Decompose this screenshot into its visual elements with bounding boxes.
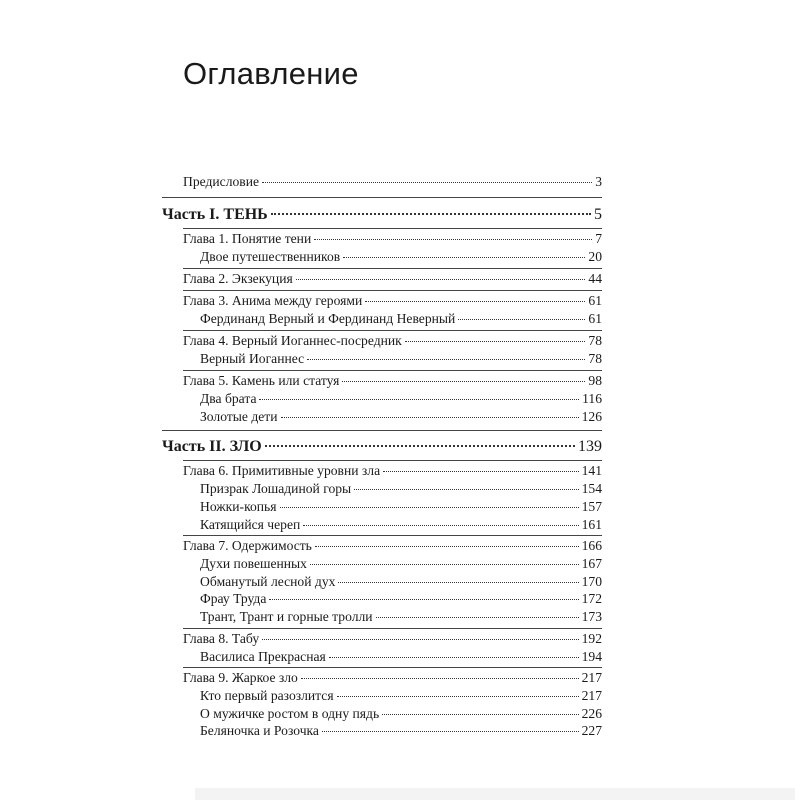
- toc-entry-label: Василиса Прекрасная: [200, 649, 326, 664]
- toc-entry-page: 116: [582, 391, 602, 406]
- toc-entry-page: 170: [581, 574, 602, 589]
- toc-entry-page: 173: [581, 609, 602, 624]
- toc-subsection: [200, 248, 602, 266]
- toc-entry-page: 167: [581, 556, 602, 571]
- dot-leader: [343, 257, 585, 258]
- dot-leader: [280, 507, 579, 508]
- dot-leader: [269, 599, 578, 600]
- part-divider: [162, 430, 602, 431]
- toc-entry-page: 217: [581, 688, 602, 703]
- toc-entry-label: Фердинанд Верный и Фердинанд Неверный: [200, 311, 456, 326]
- dot-leader: [314, 239, 592, 240]
- toc-entry-label: Ножки-копья: [200, 499, 277, 514]
- toc-entry-page: 126: [581, 409, 602, 424]
- toc-entry-label: Трант, Трант и горные тролли: [200, 609, 373, 624]
- section-divider: [183, 370, 602, 371]
- toc-chapter: [183, 332, 602, 350]
- toc-chapter: [183, 669, 602, 687]
- toc-entry-label: Глава 2. Экзекуция: [183, 271, 293, 286]
- toc-subsection: [200, 687, 602, 705]
- dot-leader: [262, 182, 592, 183]
- toc-entry-page: 3: [595, 174, 602, 189]
- section-divider: [183, 628, 602, 629]
- section-divider: [183, 290, 602, 291]
- toc-subsection: [200, 705, 602, 723]
- toc-entry-page: 217: [581, 670, 602, 685]
- toc-entry-label: Глава 8. Табу: [183, 631, 260, 646]
- toc-entry-label: Кто первый разозлится: [200, 688, 334, 703]
- toc-part-label: Часть II. ЗЛО: [162, 438, 262, 455]
- toc-entry-page: 44: [588, 271, 602, 286]
- toc-entry-label: Глава 3. Анима между героями: [183, 293, 363, 308]
- toc-entry-page: 172: [581, 591, 602, 606]
- toc-entry-label: Обманутый лесной дух: [200, 574, 336, 589]
- dot-leader: [271, 213, 591, 215]
- toc-entry-label: Беляночка и Розочка: [200, 723, 319, 738]
- toc-chapter: [183, 630, 602, 648]
- toc-entry-label: Глава 7. Одержимость: [183, 538, 312, 553]
- dot-leader: [296, 279, 586, 280]
- toc-entry-label: О мужичке ростом в одну пядь: [200, 706, 380, 721]
- toc-subsection: [200, 608, 602, 626]
- toc-subsection: [200, 390, 602, 408]
- toc-entry-label: Глава 6. Примитивные уровни зла: [183, 463, 381, 478]
- toc-entry-preface: [183, 173, 602, 191]
- toc-entry-page: 20: [588, 249, 602, 264]
- toc-entry-label: Двое путешественников: [200, 249, 341, 264]
- toc-subsection: [200, 498, 602, 516]
- toc-entry-label: Предисловие: [183, 174, 260, 189]
- page-title: Оглавление: [183, 56, 359, 91]
- toc-subsection: [200, 590, 602, 608]
- dot-leader: [303, 525, 578, 526]
- dot-leader: [265, 445, 575, 447]
- toc-entry-page: 226: [581, 706, 602, 721]
- dot-leader: [307, 359, 585, 360]
- dot-leader: [301, 678, 579, 679]
- toc-entry-page: 227: [581, 723, 602, 738]
- toc-entry-page: 157: [581, 499, 602, 514]
- toc-subsection: [200, 516, 602, 534]
- toc-entry-page: 194: [581, 649, 602, 664]
- toc-chapter: [183, 372, 602, 390]
- toc-chapter: [183, 537, 602, 555]
- toc-part-1: [162, 205, 602, 225]
- toc-chapter: [183, 230, 602, 248]
- toc-subsection: [200, 480, 602, 498]
- toc-entry-page: 98: [588, 373, 602, 388]
- section-divider: [183, 330, 602, 331]
- dot-leader: [458, 319, 585, 320]
- toc-part-2: [162, 437, 602, 457]
- toc-part-page: 5: [594, 206, 602, 223]
- toc-chapter: [183, 462, 602, 480]
- dot-leader: [315, 546, 579, 547]
- dot-leader: [376, 617, 579, 618]
- section-divider: [183, 228, 602, 229]
- toc-subsection: [200, 648, 602, 666]
- toc-entry-page: 166: [581, 538, 602, 553]
- dot-leader: [322, 731, 579, 732]
- toc-entry-page: 61: [588, 311, 602, 326]
- dot-leader: [259, 399, 579, 400]
- toc-entry-label: Глава 1. Понятие тени: [183, 231, 312, 246]
- toc-entry-page: 78: [588, 333, 602, 348]
- toc-subsection: [200, 310, 602, 328]
- dot-leader: [337, 696, 579, 697]
- toc-entry-page: 161: [581, 517, 602, 532]
- toc-subsection: [200, 350, 602, 368]
- toc-subsection: [200, 573, 602, 591]
- page-edge-shadow: [195, 788, 795, 800]
- toc-part-page: 139: [578, 438, 602, 455]
- dot-leader: [310, 564, 579, 565]
- dot-leader: [281, 417, 579, 418]
- toc-entry-label: Два брата: [200, 391, 257, 406]
- part-divider: [162, 197, 602, 198]
- toc-chapter: [183, 270, 602, 288]
- toc-entry-label: Глава 5. Камень или статуя: [183, 373, 340, 388]
- dot-leader: [354, 489, 578, 490]
- dot-leader: [405, 341, 586, 342]
- dot-leader: [262, 639, 578, 640]
- dot-leader: [365, 301, 585, 302]
- toc-entry-label: Катящийся череп: [200, 517, 301, 532]
- toc-entry-label: Глава 9. Жаркое зло: [183, 670, 298, 685]
- toc-part-label: Часть I. ТЕНЬ: [162, 206, 268, 223]
- section-divider: [183, 268, 602, 269]
- dot-leader: [382, 714, 578, 715]
- toc-entry-page: 192: [581, 631, 602, 646]
- toc-entry-page: 78: [588, 351, 602, 366]
- toc-entry-label: Призрак Лошадиной горы: [200, 481, 352, 496]
- dot-leader: [383, 471, 579, 472]
- toc-entry-label: Глава 4. Верный Иоганнес-посредник: [183, 333, 402, 348]
- toc-entry-page: 7: [595, 231, 602, 246]
- section-divider: [183, 535, 602, 536]
- toc-subsection: [200, 555, 602, 573]
- dot-leader: [329, 657, 579, 658]
- toc-entry-label: Духи повешенных: [200, 556, 307, 571]
- section-divider: [183, 667, 602, 668]
- toc-entry-page: 154: [581, 481, 602, 496]
- dot-leader: [338, 582, 578, 583]
- toc-entry-page: 61: [588, 293, 602, 308]
- toc-entry-label: Верный Иоганнес: [200, 351, 305, 366]
- toc-chapter: [183, 292, 602, 310]
- section-divider: [183, 460, 602, 461]
- toc-subsection: [200, 722, 602, 740]
- dot-leader: [342, 381, 585, 382]
- toc-entry-label: Фрау Труда: [200, 591, 267, 606]
- toc-subsection: [200, 408, 602, 426]
- toc-entry-label: Золотые дети: [200, 409, 278, 424]
- toc-entry-page: 141: [581, 463, 602, 478]
